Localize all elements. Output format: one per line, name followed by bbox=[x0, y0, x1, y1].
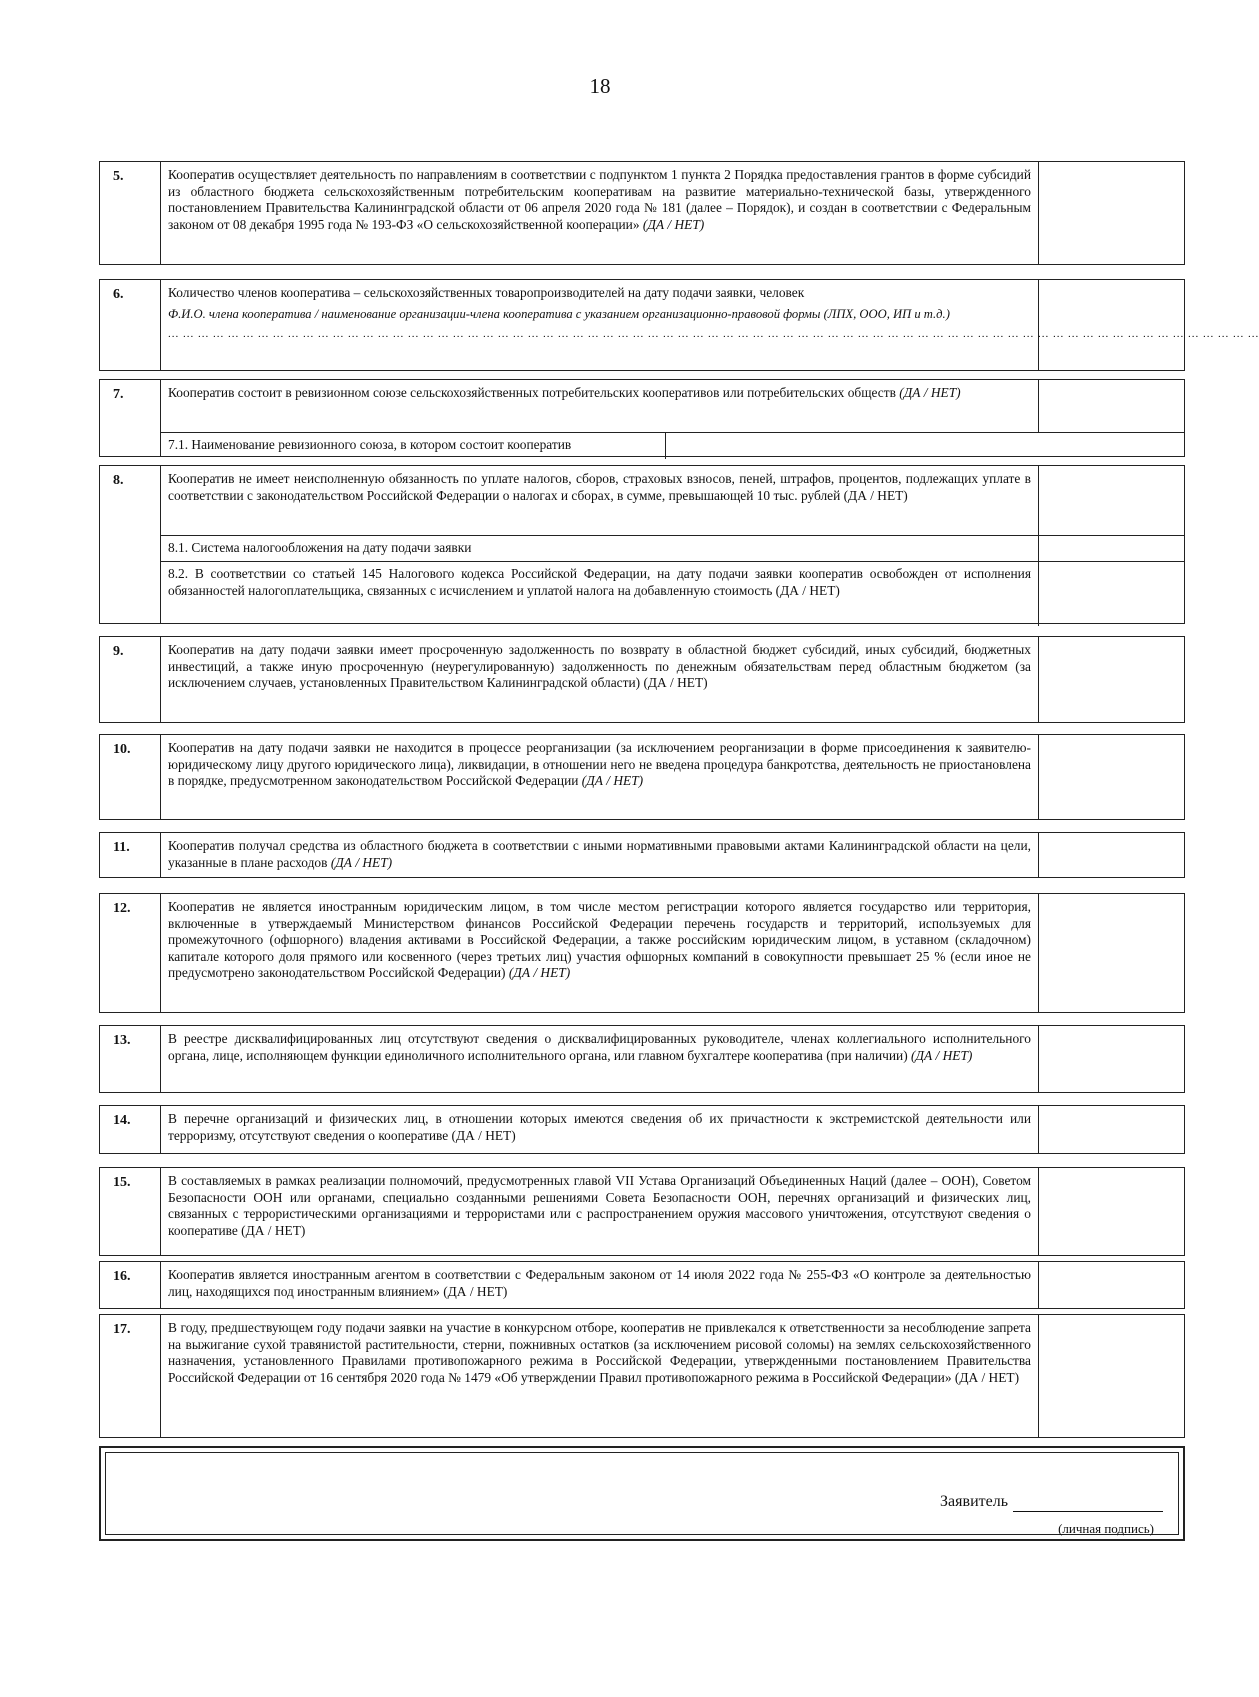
question-row-13 bbox=[99, 1025, 1185, 1093]
signature-line[interactable] bbox=[1013, 1511, 1163, 1512]
members-fill-line: ... ... ... ... ... ... ... ... ... ... ... ... ... ... ... ... ... ... ... ... ... ... ... ... ... ... ... ... ... ... ... ... ... ... ... ... ... ... ... ... ... ... ... ... ... ... ... ... ... ... ... ... ... ... ... ... ... ... ... ... ... ... ... ... ... ... ... ... ... ... ... ... ... bbox=[168, 328, 1259, 341]
sub-question-text: 8.2. В соответствии со статьей 145 Налогового кодекса Российской Федерации, на дату подачи заявки кооператив освобожден от исполнения обязанностей налогоплательщика, связанных с исчислением и уплатой налога на добавленную стоимость (ДА / НЕТ) bbox=[161, 562, 1039, 626]
question-text: Кооператив является иностранным агентом в соответствии с Федеральным законом от 14 июля 2022 года № 255-ФЗ «О контроле за деятельностью лиц, находящихся под иностранным влиянием» (ДА / НЕТ) bbox=[161, 1262, 1039, 1308]
question-text: В перечне организаций и физических лиц, в отношении которых имеются сведения об их причастности к экстремистской деятельности или терроризму, отсутствуют сведения о кооперативе (ДА / НЕТ) bbox=[161, 1106, 1039, 1153]
sub-row-8-1 bbox=[161, 535, 1184, 562]
members-hint: Ф.И.О. члена кооператива / наименование организации-члена кооператива с указанием организационно-правовой формы (ЛПХ, ООО, ИП и т.д.) bbox=[168, 306, 950, 321]
item-number: 7. bbox=[100, 380, 161, 456]
item-number: 16. bbox=[100, 1262, 161, 1308]
signature-inner-frame bbox=[105, 1452, 1179, 1535]
question-row-10 bbox=[99, 734, 1185, 820]
question-text: В году, предшествующем году подачи заявки на участие в конкурсном отборе, кооператив не привлекался к ответственности за несоблюдение запрета на выжигание сухой травянистой растительности, стерни, пожнивных остатков (за исключением рисовой соломы) на землях сельскохозяйственного назначения, установленного Правилами противопожарного режима в Российской Федерации, утвержденными постановлением Правительства Российской Федерации от 16 сентября 2020 года № 1479 «Об утверждении Правил противопожарного режима в Российской Федерации» (ДА / НЕТ) bbox=[161, 1315, 1039, 1437]
sub-question-text: 8.1. Система налогообложения на дату подачи заявки bbox=[161, 536, 1039, 562]
item-number: 15. bbox=[100, 1168, 161, 1255]
sub-row-8-2 bbox=[161, 561, 1184, 626]
answer-field[interactable] bbox=[1039, 1315, 1184, 1437]
question-row-8 bbox=[99, 465, 1185, 624]
page-number: 18 bbox=[589, 74, 611, 98]
question-row-14 bbox=[99, 1105, 1185, 1154]
answer-field[interactable] bbox=[1039, 1262, 1184, 1308]
signature-box bbox=[99, 1446, 1185, 1541]
answer-field[interactable] bbox=[1039, 380, 1184, 432]
question-row-5 bbox=[99, 161, 1185, 265]
question-row-17 bbox=[99, 1314, 1185, 1438]
item-number: 9. bbox=[100, 637, 161, 722]
question-text: Кооператив на дату подачи заявки имеет просроченную задолженность по возврату в областной бюджет субсидий, иных субсидий, бюджетных инвестиций, а также иную просроченную (неурегулированную) задолженность по денежным обязательствам перед областным бюджетом (за исключением случаев, установленных Правительством Калининградской области) (ДА / НЕТ) bbox=[161, 637, 1039, 722]
item-number: 6. bbox=[100, 280, 161, 370]
question-text: В реестре дисквалифицированных лиц отсутствуют сведения о дисквалифицированных руководителе, членах коллегиального исполнительного органа, лице, исполняющем функции единоличного исполнительного органа, или главном бухгалтере кооператива (при наличии) (ДА / НЕТ) bbox=[161, 1026, 1039, 1092]
tax-system-field[interactable] bbox=[1039, 536, 1184, 562]
signature-caption: (личная подпись) bbox=[1058, 1521, 1154, 1536]
applicant-label: Заявитель bbox=[940, 1493, 1008, 1510]
question-row-15 bbox=[99, 1167, 1185, 1256]
question-text: Кооператив получал средства из областного бюджета в соответствии с иными нормативными правовыми актами Калининградской области на цели, указанные в плане расходов (ДА / НЕТ) bbox=[161, 833, 1039, 877]
answer-field[interactable] bbox=[1039, 1026, 1184, 1092]
question-text: Кооператив не имеет неисполненную обязанность по уплате налогов, сборов, страховых взносов, пеней, штрафов, процентов, подлежащих уплате в соответствии с законодательством Российской Федерации о налогах и сборах, в сумме, превышающей 10 тыс. рублей (ДА / НЕТ) bbox=[161, 466, 1039, 535]
answer-field[interactable] bbox=[1039, 1106, 1184, 1153]
question-text: Кооператив осуществляет деятельность по направлениям в соответствии с подпунктом 1 пункта 2 Порядка предоставления грантов в форме субсидий из областного бюджета сельскохозяйственным потребительским кооперативам на развитие материально-технической базы, утвержденного постановлением Правительства Калининградской области от 06 апреля 2020 года № 181 (далее – Порядок), и создан в соответствии с Федеральным законом от 08 декабря 1995 года № 193-ФЗ «О сельскохозяйственной кооперации» (ДА / НЕТ) bbox=[161, 162, 1039, 264]
item-number: 11. bbox=[100, 833, 161, 877]
question-text: В составляемых в рамках реализации полномочий, предусмотренных главой VII Устава Организаций Объединенных Наций (далее – ООН), Советом Безопасности ООН или органами, специально созданными решениями Совета Безопасности ООН, перечнях организаций и физических лиц, связанных с террористическими организациями и террористами или с распространением оружия массового уничтожения, отсутствуют сведения о кооперативе (ДА / НЕТ) bbox=[161, 1168, 1039, 1255]
item-number: 8. bbox=[100, 466, 161, 623]
item-number: 14. bbox=[100, 1106, 161, 1153]
answer-field[interactable] bbox=[1039, 162, 1184, 264]
sub-question-text: 7.1. Наименование ревизионного союза, в котором состоит кооператив bbox=[161, 433, 666, 459]
answer-field[interactable] bbox=[1039, 637, 1184, 722]
question-row-16 bbox=[99, 1261, 1185, 1309]
answer-field[interactable] bbox=[1039, 280, 1184, 370]
question-text: Кооператив на дату подачи заявки не находится в процессе реорганизации (за исключением реорганизации в форме присоединения к заявителю-юридическому лицу другого юридического лица), ликвидации, в отношении него не введена процедура банкротства, деятельность не приостановлена в порядке, предусмотренном законодательством Российской Федерации (ДА / НЕТ) bbox=[161, 735, 1039, 819]
item-number: 5. bbox=[100, 162, 161, 264]
question-text: Кооператив не является иностранным юридическим лицом, в том числе местом регистрации которого является государство или территория, включенные в утверждаемый Министерством финансов Российской Федерации перечень государств и территорий, используемых для промежуточного (офшорного) владения активами в Российской Федерации, а также российским юридическим лицом, в уставном (складочном) капитале которого доля прямого или косвенного (через третьих лиц) участия офшорных компаний в совокупности превышает 25 % (если иное не предусмотрено законодательством Российской Федерации) (ДА / НЕТ) bbox=[161, 894, 1039, 1012]
question-row-9 bbox=[99, 636, 1185, 723]
answer-field[interactable] bbox=[1039, 833, 1184, 877]
answer-field[interactable] bbox=[1039, 1168, 1184, 1255]
question-text: Количество членов кооператива – сельскохозяйственных товаропроизводителей на дату подачи заявки, человек Ф.И.О. члена кооператива / наименование организации-члена кооператива с указанием организационно-правовой формы (ЛПХ, ООО, ИП и т.д.) ... ... ... ... ... ... ... ... ... ... ... ... ... ... ... ... ... ... ... ... ... ... ... ... ... ... ... ... ... ... ... ... ... ... ... ... ... ... ... ... ... ... ... ... ... ... ... ... ... ... ... ... ... ... ... ... ... ... ... ... ... ... ... ... ... ... ... ... ... ... ... ... ... bbox=[161, 280, 1039, 370]
sub-row-7-1 bbox=[161, 432, 1184, 459]
union-name-field[interactable] bbox=[666, 433, 1184, 459]
question-row-6 bbox=[99, 279, 1259, 371]
answer-field[interactable] bbox=[1039, 894, 1184, 1012]
question-text: Кооператив состоит в ревизионном союзе сельскохозяйственных потребительских кооперативов или потребительских обществ (ДА / НЕТ) bbox=[161, 380, 1039, 432]
answer-field[interactable] bbox=[1039, 466, 1184, 535]
vat-exempt-field[interactable] bbox=[1039, 562, 1184, 626]
item-number: 17. bbox=[100, 1315, 161, 1437]
question-row-11 bbox=[99, 832, 1185, 878]
question-row-12 bbox=[99, 893, 1185, 1013]
item-number: 12. bbox=[100, 894, 161, 1012]
item-number: 13. bbox=[100, 1026, 161, 1092]
question-row-7 bbox=[99, 379, 1185, 457]
item-number: 10. bbox=[100, 735, 161, 819]
answer-field[interactable] bbox=[1039, 735, 1184, 819]
